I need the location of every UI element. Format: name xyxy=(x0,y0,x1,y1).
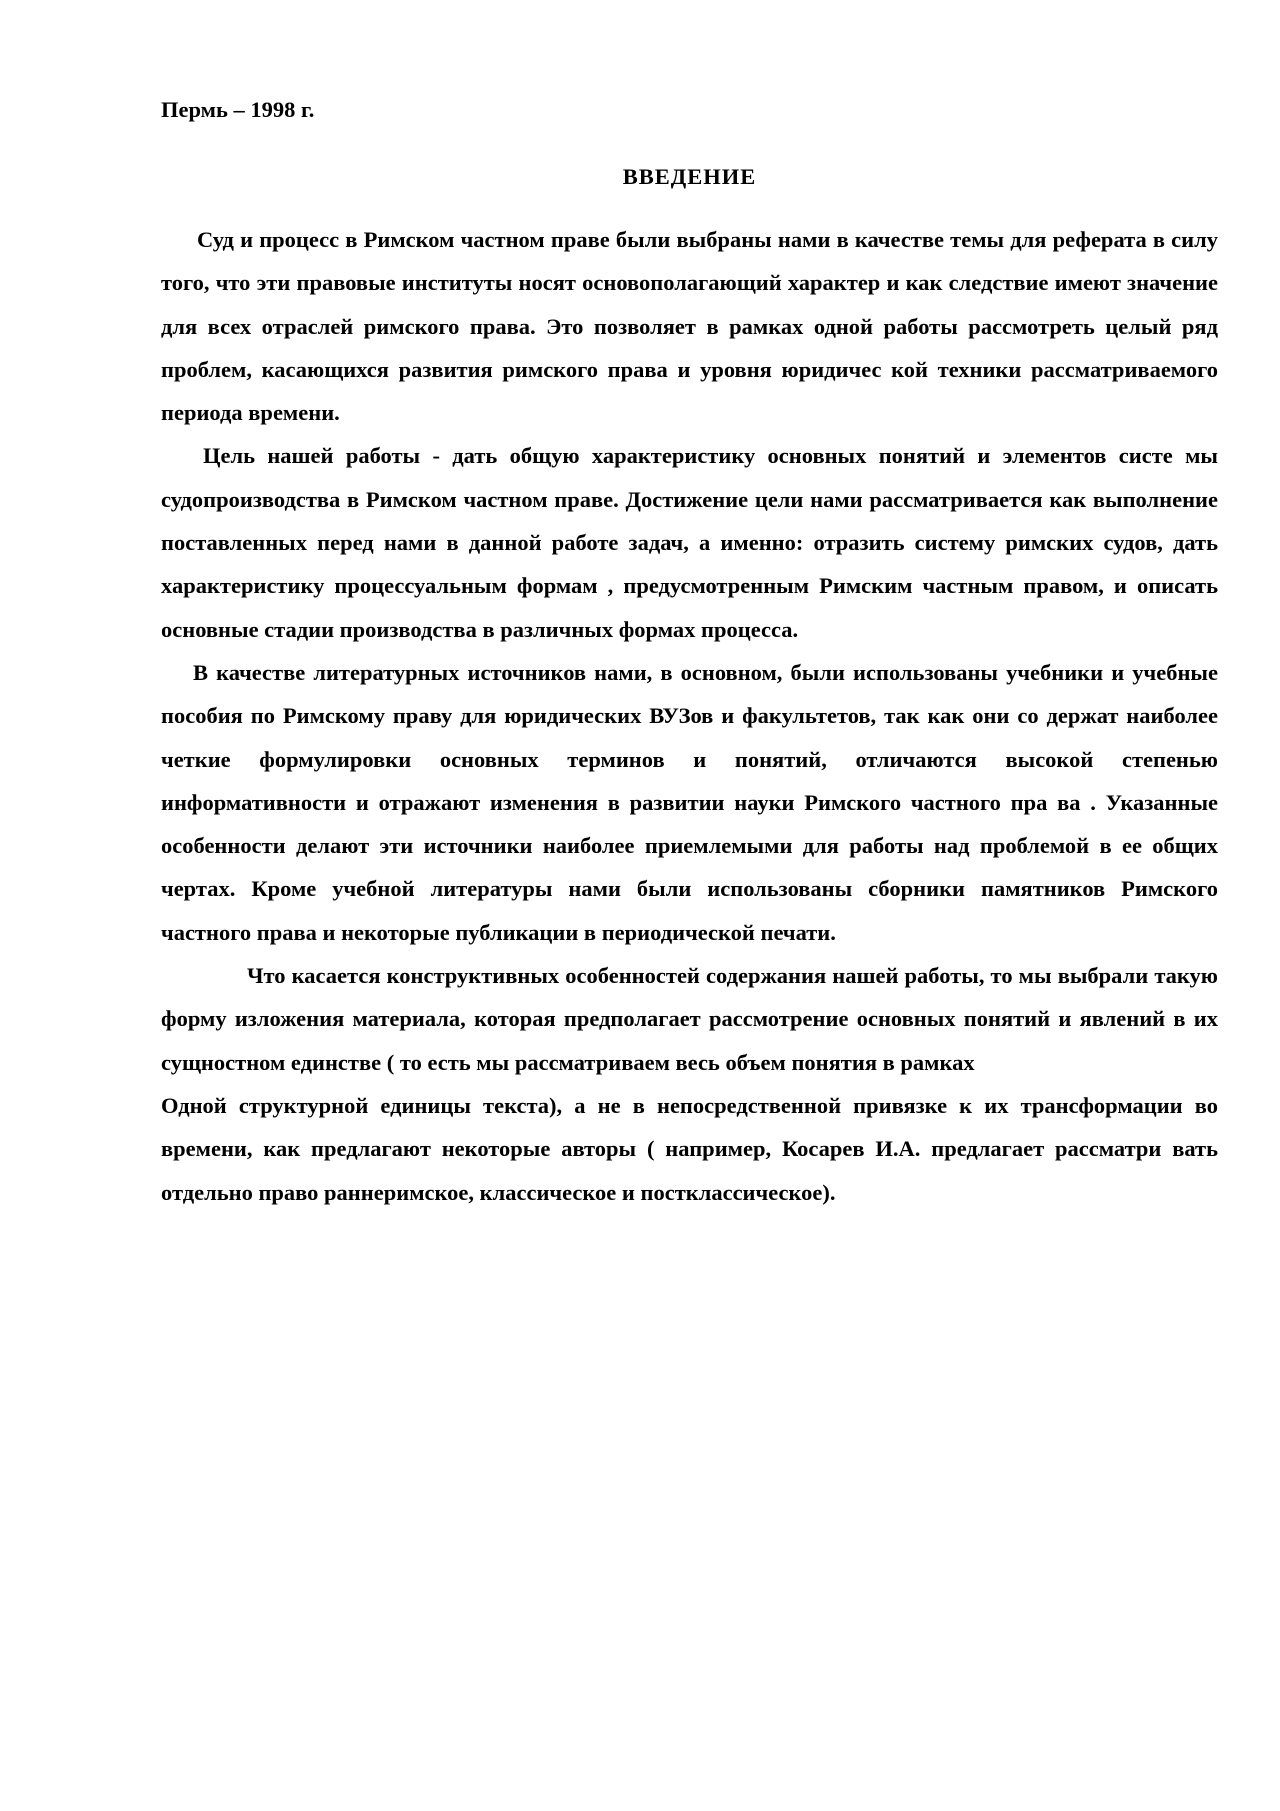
paragraph-structure: Что касается конструктивных особенностей содержания нашей работы, то мы выбрали такую форму изложения материала, которая предполагает рассмотрение основных понятий и явлений в их сущностном единстве ( то есть мы рассматриваем весь объем понятия в рамках xyxy=(161,963,1218,1075)
document-body xyxy=(161,88,1218,1214)
paragraph-sources: В качестве литературных источников нами, в основном, были использованы учебники и учебные пособия по Римскому праву для юридических ВУЗов и факультетов, так как они со держат наиболее четкие формулировки основных терминов и понятий, отличаются высокой степенью информативности и отражают изменения в развитии науки Римского частного пра ва . Указанные особенности делают эти источники наиболее приемлемыми для работы над проблемой в ее общих чертах. Кроме учебной литературы нами были использованы сборники памятников Римского частного права и некоторые публикации в периодической печати. xyxy=(161,659,1218,945)
paragraph-structure-continued: Одной структурной единицы текста), а не в непосредственной привязке к их трансформации во времени, как предлагают некоторые авторы ( например, Косарев И.А. предлагает рассматри вать отдельно право раннеримское, классическое и постклассическое). xyxy=(161,1092,1218,1205)
city-year-line: Пермь – 1998 г. xyxy=(161,97,315,122)
paragraph-goal: Цель нашей работы - дать общую характеристику основных понятий и элементов систе мы судопроизводства в Римском частном праве. Достижение цели нами рассматривается как выполнение поставленных перед нами в данной работе задач, а именно: отразить систему римских судов, дать характеристику процессуальным формам , предусмотренным Римским частным правом, и описать основные стадии производства в различных формах процесса. xyxy=(161,443,1218,642)
paragraph-topic: Суд и процесс в Римском частном праве были выбраны нами в качестве темы для реферата в силу того, что эти правовые институты носят основополагающий характер и как следствие имеют значение для всех отраслей римского права. Это позволяет в рамках одной работы рассмотреть целый ряд проблем, касающихся развития римского права и уровня юридичес кой техники рассматриваемого периода времени. xyxy=(161,227,1218,426)
section-heading: ВВЕДЕНИЕ xyxy=(622,164,757,189)
